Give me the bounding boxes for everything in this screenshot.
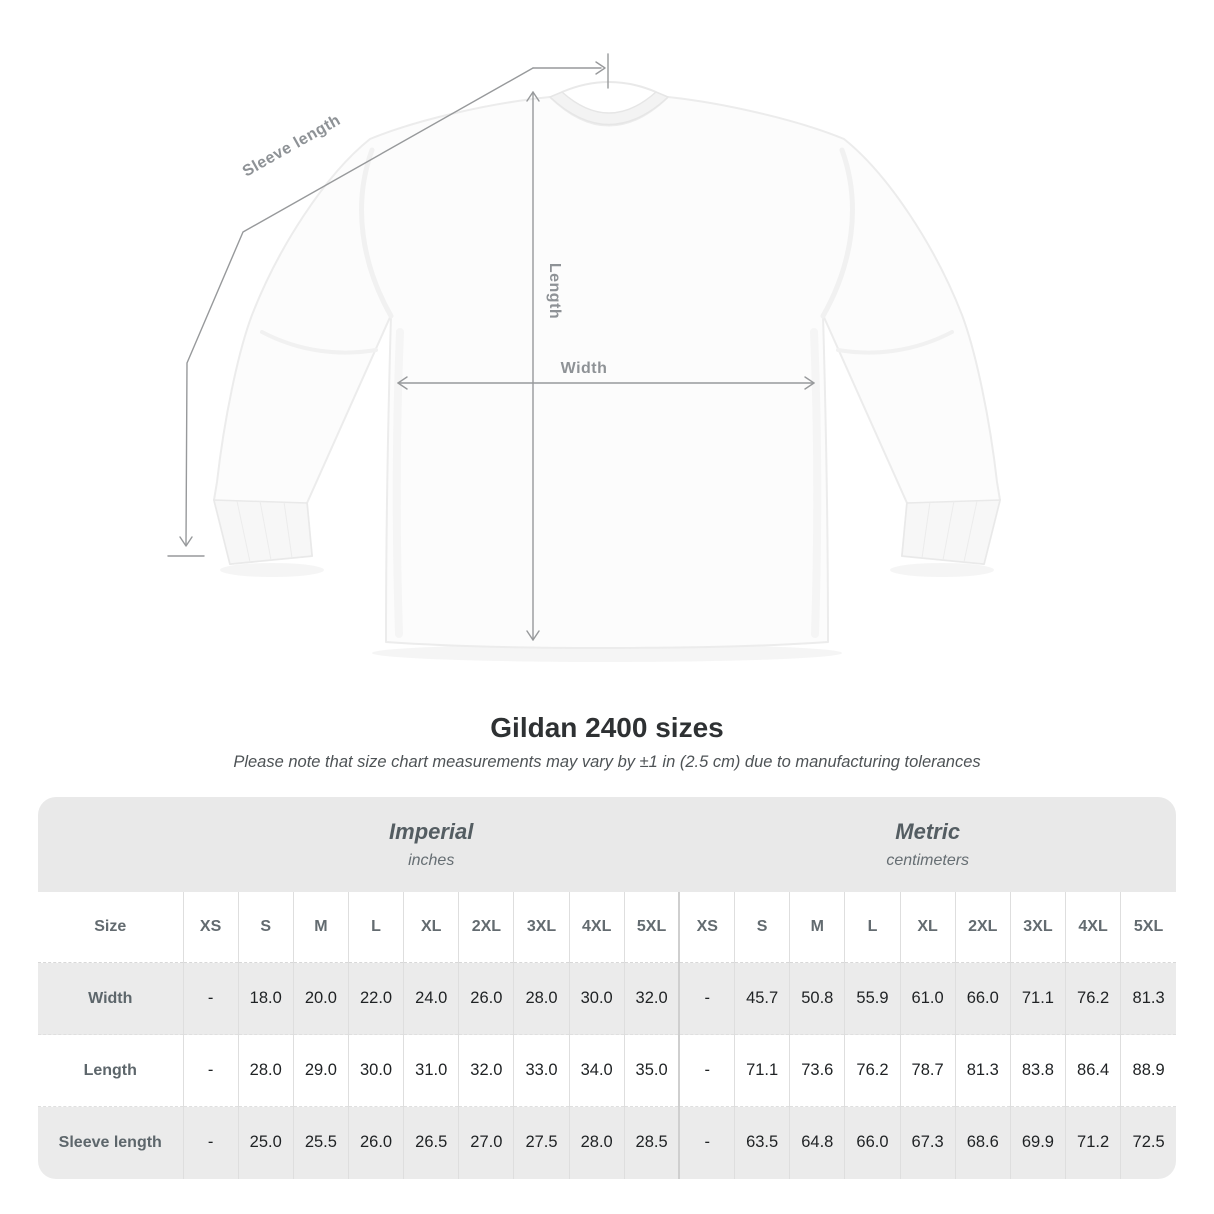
value-metric-width-4xl: 76.2 xyxy=(1066,963,1121,1035)
value-metric-length-s: 71.1 xyxy=(735,1035,790,1107)
size-col-imperial-2xl: 2XL xyxy=(459,892,514,963)
value-imperial-width-xs: - xyxy=(183,963,238,1035)
value-imperial-width-5xl: 32.0 xyxy=(624,963,679,1035)
value-imperial-sleeve-length-4xl: 28.0 xyxy=(569,1107,624,1179)
size-col-imperial-5xl: 5XL xyxy=(624,892,679,963)
value-metric-length-l: 76.2 xyxy=(845,1035,900,1107)
value-imperial-length-2xl: 32.0 xyxy=(459,1035,514,1107)
value-imperial-width-l: 22.0 xyxy=(348,963,403,1035)
value-metric-sleeve-length-5xl: 72.5 xyxy=(1121,1107,1176,1179)
measurement-row-sleeve-length xyxy=(38,1107,1176,1179)
value-imperial-sleeve-length-m: 25.5 xyxy=(293,1107,348,1179)
size-col-metric-xl: XL xyxy=(900,892,955,963)
value-metric-width-s: 45.7 xyxy=(735,963,790,1035)
value-metric-length-5xl: 88.9 xyxy=(1121,1035,1176,1107)
value-imperial-width-3xl: 28.0 xyxy=(514,963,569,1035)
size-col-metric-3xl: 3XL xyxy=(1010,892,1065,963)
size-col-metric-m: M xyxy=(790,892,845,963)
value-imperial-sleeve-length-xs: - xyxy=(183,1107,238,1179)
value-imperial-length-4xl: 34.0 xyxy=(569,1035,624,1107)
size-chart-table xyxy=(38,797,1176,1179)
right-cuff xyxy=(902,500,1000,564)
imperial-unit-label: inches xyxy=(408,852,455,869)
collar-back xyxy=(562,82,656,92)
value-imperial-width-s: 18.0 xyxy=(238,963,293,1035)
value-metric-length-2xl: 81.3 xyxy=(955,1035,1010,1107)
size-col-metric-xs: XS xyxy=(679,892,734,963)
value-metric-sleeve-length-m: 64.8 xyxy=(790,1107,845,1179)
imperial-label: Imperial xyxy=(389,819,474,844)
row-label-length: Length xyxy=(38,1035,183,1107)
size-col-metric-l: L xyxy=(845,892,900,963)
value-imperial-length-m: 29.0 xyxy=(293,1035,348,1107)
value-metric-width-2xl: 66.0 xyxy=(955,963,1010,1035)
value-metric-length-4xl: 86.4 xyxy=(1066,1035,1121,1107)
left-cuff xyxy=(214,500,312,564)
value-imperial-length-s: 28.0 xyxy=(238,1035,293,1107)
size-col-metric-5xl: 5XL xyxy=(1121,892,1176,963)
size-col-metric-2xl: 2XL xyxy=(955,892,1010,963)
size-col-imperial-xl: XL xyxy=(404,892,459,963)
row-label-width: Width xyxy=(38,963,183,1035)
value-metric-sleeve-length-3xl: 69.9 xyxy=(1010,1107,1065,1179)
page-title: Gildan 2400 sizes xyxy=(490,712,724,743)
tolerance-note: Please note that size chart measurements may vary by ±1 in (2.5 cm) due to manufacturing tolerances xyxy=(233,753,981,771)
metric-unit-label: centimeters xyxy=(886,852,970,869)
value-metric-width-xl: 61.0 xyxy=(900,963,955,1035)
value-metric-width-5xl: 81.3 xyxy=(1121,963,1176,1035)
size-col-imperial-l: L xyxy=(348,892,403,963)
size-col-metric-4xl: 4XL xyxy=(1066,892,1121,963)
unit-system-header-row xyxy=(38,797,1176,892)
size-header-row xyxy=(38,892,1176,963)
value-imperial-length-3xl: 33.0 xyxy=(514,1035,569,1107)
value-metric-width-m: 50.8 xyxy=(790,963,845,1035)
value-imperial-width-m: 20.0 xyxy=(293,963,348,1035)
length-label: Length xyxy=(546,262,563,320)
size-col-imperial-4xl: 4XL xyxy=(569,892,624,963)
value-metric-sleeve-length-xl: 67.3 xyxy=(900,1107,955,1179)
value-imperial-width-4xl: 30.0 xyxy=(569,963,624,1035)
size-col-imperial-xs: XS xyxy=(183,892,238,963)
value-metric-length-xs: - xyxy=(679,1035,734,1107)
value-imperial-length-5xl: 35.0 xyxy=(624,1035,679,1107)
value-imperial-sleeve-length-2xl: 27.0 xyxy=(459,1107,514,1179)
value-imperial-length-xl: 31.0 xyxy=(404,1035,459,1107)
value-metric-width-xs: - xyxy=(679,963,734,1035)
value-imperial-sleeve-length-l: 26.0 xyxy=(348,1107,403,1179)
value-imperial-sleeve-length-5xl: 28.5 xyxy=(624,1107,679,1179)
value-imperial-length-l: 30.0 xyxy=(348,1035,403,1107)
size-col-imperial-3xl: 3XL xyxy=(514,892,569,963)
value-metric-sleeve-length-2xl: 68.6 xyxy=(955,1107,1010,1179)
value-imperial-width-xl: 24.0 xyxy=(404,963,459,1035)
value-metric-width-3xl: 71.1 xyxy=(1010,963,1065,1035)
size-column-header: Size xyxy=(38,892,183,963)
value-imperial-sleeve-length-xl: 26.5 xyxy=(404,1107,459,1179)
metric-group-header xyxy=(679,797,1176,892)
metric-label: Metric xyxy=(895,819,961,844)
value-imperial-width-2xl: 26.0 xyxy=(459,963,514,1035)
value-metric-length-3xl: 83.8 xyxy=(1010,1035,1065,1107)
value-imperial-sleeve-length-3xl: 27.5 xyxy=(514,1107,569,1179)
row-label-sleeve-length: Sleeve length xyxy=(38,1107,183,1179)
value-metric-sleeve-length-l: 66.0 xyxy=(845,1107,900,1179)
value-metric-sleeve-length-4xl: 71.2 xyxy=(1066,1107,1121,1179)
value-metric-length-m: 73.6 xyxy=(790,1035,845,1107)
size-col-imperial-s: S xyxy=(238,892,293,963)
imperial-group-header xyxy=(183,797,679,892)
measurement-row-width xyxy=(38,963,1176,1035)
size-col-imperial-m: M xyxy=(293,892,348,963)
value-metric-length-xl: 78.7 xyxy=(900,1035,955,1107)
size-col-metric-s: S xyxy=(735,892,790,963)
value-metric-sleeve-length-xs: - xyxy=(679,1107,734,1179)
value-metric-sleeve-length-s: 63.5 xyxy=(735,1107,790,1179)
size-chart-card xyxy=(38,797,1176,1179)
measurement-row-length xyxy=(38,1035,1176,1107)
value-imperial-sleeve-length-s: 25.0 xyxy=(238,1107,293,1179)
width-label: Width xyxy=(560,360,608,377)
value-metric-width-l: 55.9 xyxy=(845,963,900,1035)
sleeve-length-label: Sleeve length xyxy=(239,111,344,181)
corner-spacer xyxy=(38,797,183,892)
value-imperial-length-xs: - xyxy=(183,1035,238,1107)
